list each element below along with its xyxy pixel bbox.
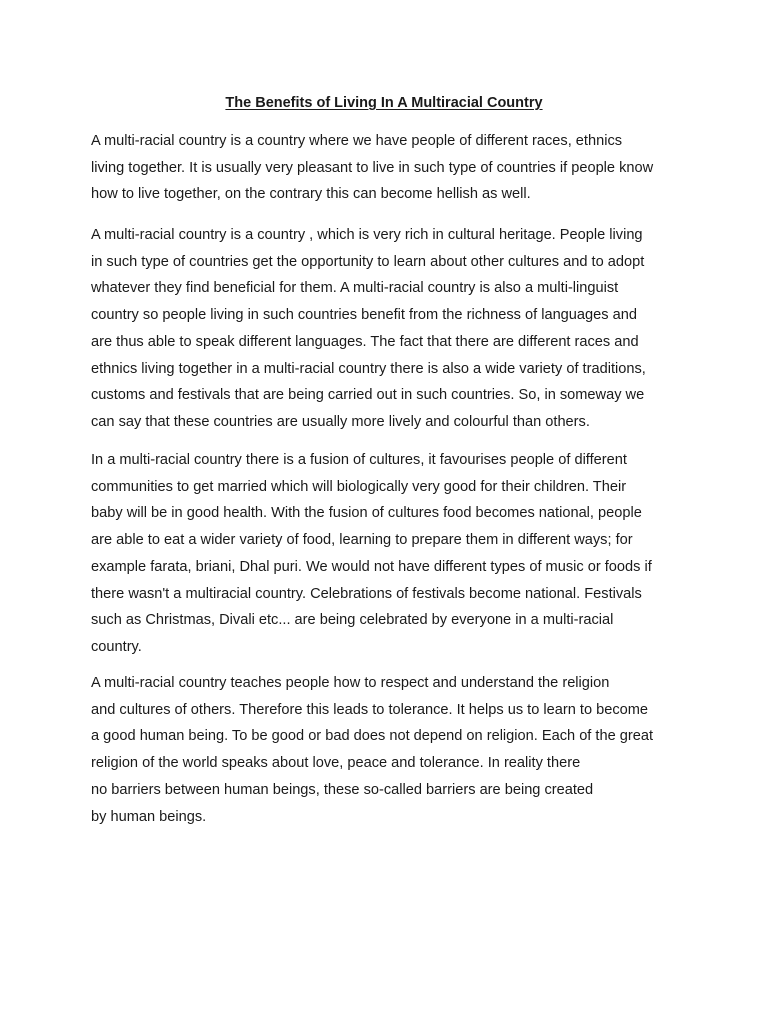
text-line: example farata, briani, Dhal puri. We would not have different types of music or foods if	[91, 558, 652, 575]
text-line: communities to get married which will biologically very good for their children. Their	[91, 478, 627, 495]
text-line: how to live together, on the contrary this can become hellish as well.	[91, 186, 531, 203]
paragraph-2	[91, 222, 646, 436]
text-line: religion of the world speaks about love, peace and tolerance. In reality there	[91, 755, 581, 772]
text-line: country so people living in such countries benefit from the richness of languages and	[91, 307, 637, 324]
document-title: The Benefits of Living In A Multiracial Country	[225, 95, 543, 111]
text-line: whatever they find beneficial for them. A multi-racial country is also a multi-linguist	[91, 280, 619, 297]
text-line: A multi-racial country is a country where we have people of different races, ethnics	[91, 133, 623, 149]
text-line: A multi-racial country teaches people how to respect and understand the religion	[91, 675, 610, 691]
paragraph-3	[91, 447, 652, 661]
paragraph-4	[91, 670, 653, 830]
text-line: in such type of countries get the opportunity to learn about other cultures and to adopt	[91, 253, 645, 270]
text-line: are thus able to speak different languages. The fact that there are different races and	[91, 333, 639, 350]
text-line: and cultures of others. Therefore this leads to tolerance. It helps us to learn to become	[91, 701, 649, 718]
text-line: baby will be in good health. With the fusion of cultures food becomes national, people	[91, 505, 642, 522]
text-line: are able to eat a wider variety of food, learning to prepare them in different ways; for	[91, 532, 633, 549]
paragraph-1	[91, 128, 653, 208]
text-line: country.	[91, 638, 142, 655]
text-line: a good human being. To be good or bad does not depend on religion. Each of the great	[91, 728, 654, 745]
text-line: there wasn't a multiracial country. Celebrations of festivals become national. Festivals	[91, 585, 642, 602]
text-line: ethnics living together in a multi-racial country there is also a wide variety of traditions,	[91, 360, 646, 377]
text-line: no barriers between human beings, these so-called barriers are being created	[91, 781, 594, 798]
text-line: In a multi-racial country there is a fusion of cultures, it favourises people of different	[91, 452, 627, 468]
text-line: by human beings.	[91, 808, 207, 825]
text-line: customs and festivals that are being carried out in such countries. So, in someway we	[91, 387, 645, 404]
text-line: A multi-racial country is a country , which is very rich in cultural heritage. People living	[91, 227, 643, 243]
text-line: can say that these countries are usually more lively and colourful than others.	[91, 413, 590, 430]
text-line: such as Christmas, Divali etc... are being celebrated by everyone in a multi-racial	[91, 612, 614, 629]
text-line: living together. It is usually very pleasant to live in such type of countries if people know	[91, 159, 654, 176]
